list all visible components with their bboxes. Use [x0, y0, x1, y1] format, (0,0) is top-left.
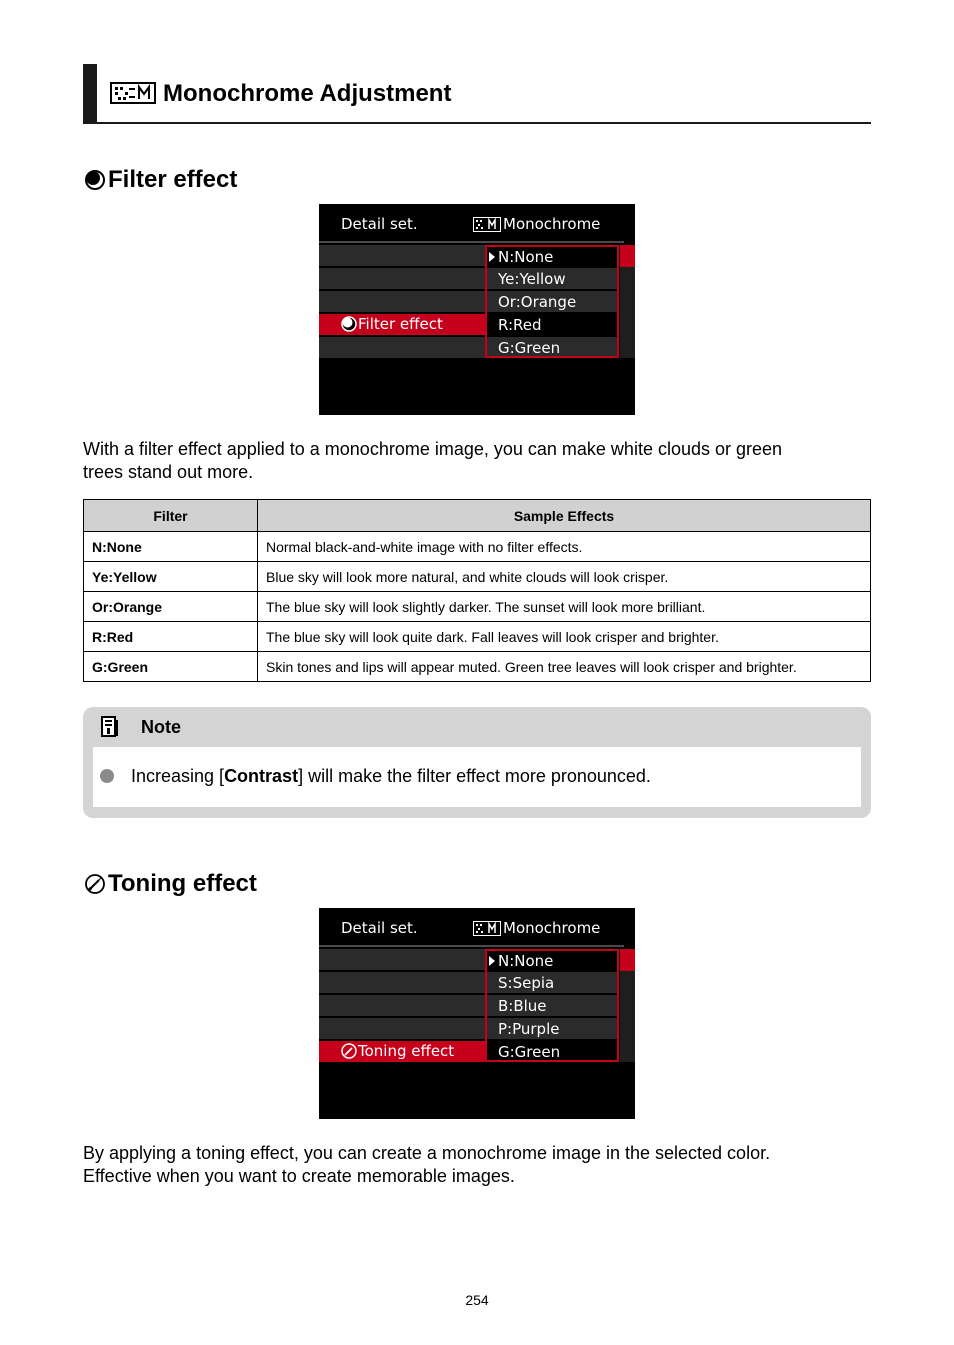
toning-icon [84, 873, 106, 895]
menu-row-selected[interactable] [319, 314, 487, 335]
effect-cell: Normal black-and-white image with no filter effects. [258, 532, 871, 562]
toning-description-line: Effective when you want to create memorable images. [83, 1166, 515, 1186]
filter-effect-heading-text: Filter effect [108, 166, 238, 193]
option-label: G:Green [498, 339, 561, 357]
note-text-bold: Contrast [224, 766, 299, 786]
menu-row-label [341, 315, 443, 333]
table-row [84, 562, 871, 592]
title-underline [83, 122, 871, 124]
menu-row-selected[interactable] [319, 1041, 487, 1062]
table-row [84, 532, 871, 562]
screen-header-right [473, 919, 600, 937]
toning-description [83, 1142, 873, 1188]
table-row [84, 622, 871, 652]
scrollbar-thumb[interactable] [620, 949, 635, 971]
screen-header-left: Detail set. [341, 919, 418, 937]
filter-description-line: With a filter effect applied to a monochrome image, you can make white clouds or green [83, 439, 783, 459]
page-title: Monochrome Adjustment [163, 80, 452, 107]
note-title: Note [141, 717, 181, 737]
table-row [84, 652, 871, 682]
effect-cell: The blue sky will look quite dark. Fall leaves will look crisper and brighter. [258, 622, 871, 652]
scrollbar-thumb[interactable] [620, 245, 635, 267]
filter-effect-heading [84, 166, 237, 194]
effect-cell: Skin tones and lips will appear muted. Green tree leaves will look crisper and brighter. [258, 652, 871, 682]
memo-icon [101, 716, 119, 738]
option-label: P:Purple [498, 1020, 560, 1038]
toning-effect-heading-text: Toning effect [108, 870, 257, 897]
screen-header [319, 204, 635, 242]
table-header-filter: Filter [84, 500, 258, 532]
filter-effect-screen [319, 204, 635, 415]
screen-header-divider [319, 945, 624, 947]
toning-icon [341, 1043, 357, 1059]
filter-description [83, 438, 873, 484]
option-item[interactable] [487, 247, 617, 268]
option-item[interactable] [487, 996, 617, 1017]
monochrome-style-icon [110, 82, 156, 104]
effect-cell: The blue sky will look slightly darker. The sunset will look more brilliant. [258, 592, 871, 622]
option-item[interactable] [487, 951, 617, 972]
option-item[interactable] [487, 338, 617, 359]
toning-effect-screen [319, 908, 635, 1119]
note-text-before: Increasing [ [131, 766, 225, 786]
option-item[interactable] [487, 315, 617, 336]
menu-row-label-text: Toning effect [358, 1042, 455, 1060]
option-item[interactable] [487, 292, 617, 313]
option-item[interactable] [487, 973, 617, 994]
filter-cell: R:Red [84, 622, 258, 652]
toning-effect-heading [84, 870, 257, 898]
option-label: G:Green [498, 1043, 561, 1061]
note-text [131, 766, 651, 787]
filter-cell: Or:Orange [84, 592, 258, 622]
effect-cell: Blue sky will look more natural, and white clouds will look crisper. [258, 562, 871, 592]
screen-header [319, 908, 635, 946]
scrollbar-track[interactable] [620, 267, 635, 358]
note-text-after: ] will make the filter effect more pronounced. [298, 766, 651, 786]
option-label: B:Blue [498, 997, 547, 1015]
bullet-icon [100, 769, 114, 783]
screen-header-left: Detail set. [341, 215, 418, 233]
option-item[interactable] [487, 269, 617, 290]
filter-icon [341, 316, 357, 332]
option-label: Or:Orange [498, 293, 577, 311]
option-label: S:Sepia [498, 974, 555, 992]
monochrome-style-icon [473, 921, 501, 936]
filter-cell: G:Green [84, 652, 258, 682]
selected-marker-icon [489, 252, 495, 262]
table-header-effects: Sample Effects [258, 500, 871, 532]
screen-header-right-text: Monochrome [503, 919, 601, 937]
option-item[interactable] [487, 1042, 617, 1063]
table-header-row [84, 500, 871, 532]
filter-cell: N:None [84, 532, 258, 562]
menu-row-label-text: Filter effect [358, 315, 443, 333]
selected-marker-icon [489, 956, 495, 966]
option-label: N:None [498, 952, 554, 970]
table-row [84, 592, 871, 622]
menu-row-label [341, 1042, 454, 1060]
monochrome-style-icon [473, 217, 501, 232]
filter-icon [84, 169, 106, 191]
filter-description-line: trees stand out more. [83, 462, 254, 482]
filter-effects-table [83, 499, 871, 682]
screen-header-right-text: Monochrome [503, 215, 601, 233]
title-accent-bar [83, 64, 97, 123]
scrollbar-track[interactable] [620, 971, 635, 1062]
option-item[interactable] [487, 1019, 617, 1040]
screen-header-divider [319, 241, 624, 243]
option-label: N:None [498, 248, 554, 266]
page-number: 254 [465, 1292, 489, 1308]
screen-header-right [473, 215, 600, 233]
filter-cell: Ye:Yellow [84, 562, 258, 592]
option-label: Ye:Yellow [498, 270, 566, 288]
option-label: R:Red [498, 316, 542, 334]
toning-description-line: By applying a toning effect, you can create a monochrome image in the selected color. [83, 1143, 771, 1163]
